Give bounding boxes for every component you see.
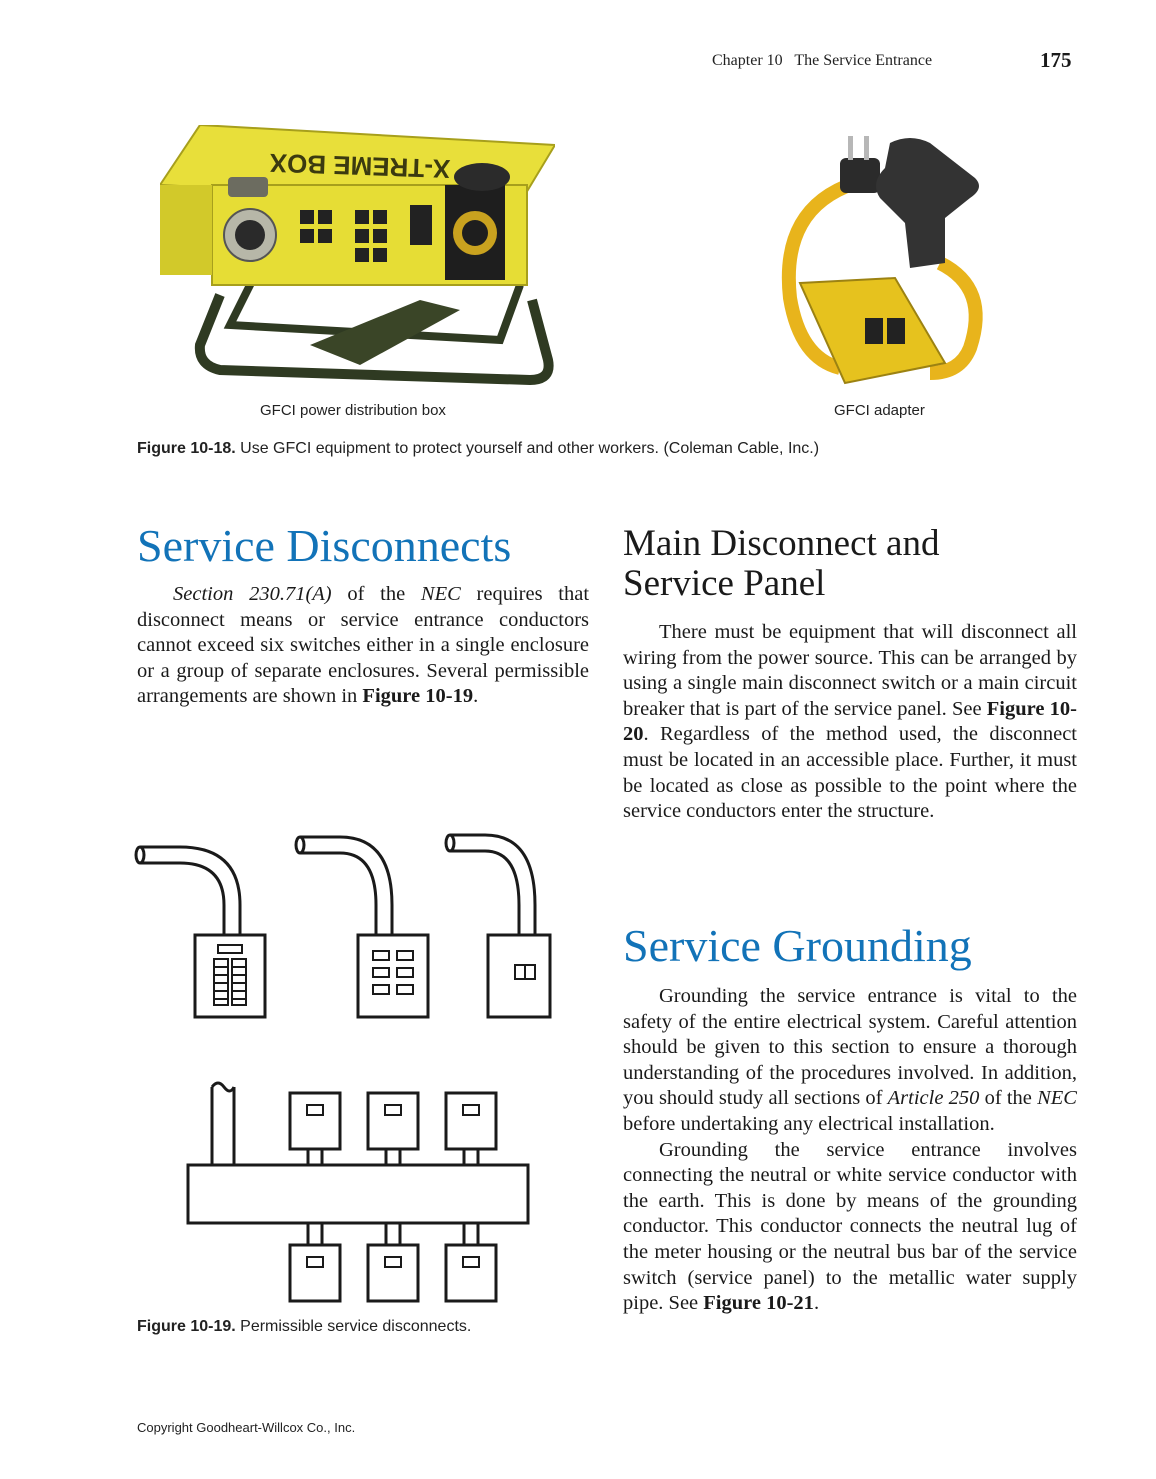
service-grounding-heading: Service Grounding [623,920,972,971]
copyright-notice: Copyright Goodheart-Willcox Co., Inc. [137,1420,356,1435]
main-disconnect-heading: Main Disconnect and Service Panel [623,523,940,604]
service-grounding-paragraph-2: Grounding the service entrance involves connecting the neutral or white service conductor with the earth. This is done by means of the grounding conductor. This conductor connects the neutral lug of the meter housing or the neutral bus bar of the service switch (service panel) to the metallic water supply pipe. See Figure 10-21. [623,1138,1077,1315]
box-brand-text: X-TREME BOX [269,147,451,185]
figure-10-18-label: Figure 10-18. [137,440,236,457]
gutter-arrangement [188,1083,528,1301]
panel-six-breakers [195,935,265,1017]
gfci-box-label: GFCI power distribution box [260,402,446,419]
conduit-middle [296,837,392,935]
panel-single-switch [488,935,550,1017]
figure-10-19-text: Permissible service disconnects. [235,1318,472,1335]
gfci-adapter-photo [760,128,1010,386]
service-disconnects-paragraph: Section 230.71(A) of the NEC requires that disconnect means or service entrance conductors cannot exceed six switches either in a single enclosure or a group of separate enclosures. Several permissible arrangements are shown in Figure 10-19. [137,583,590,708]
service-disconnects-heading: Service Disconnects [137,520,512,571]
figure-10-18-caption [137,440,819,458]
conduit-right [446,835,535,935]
main-disconnect-paragraph: There must be equipment that will disconnect all wiring from the power source. This can be arranged by using a single main disconnect switch or a main circuit breaker that is part of the service panel. See Figure 10-20. Regardless of the method used, the disconnect must be located in an accessible place. Further, it must be located as close as possible to the point where the service conductors enter the structure. [623,621,1077,823]
gfci-adapter-label: GFCI adapter [834,402,925,419]
gfci-power-distribution-box-photo [160,125,555,385]
figure-10-18-text: Use GFCI equipment to protect yourself and other workers. (Coleman Cable, Inc.) [235,440,820,457]
permissible-service-disconnects-drawing [130,825,560,1315]
service-grounding-body [623,984,1077,1317]
running-header: Chapter 10 The Service Entrance [712,52,933,69]
figure-10-19-caption [137,1318,471,1336]
service-disconnects-body [137,582,589,710]
main-disconnect-body [623,620,1077,825]
panel-six-switches [358,935,428,1017]
page-number: 175 [1040,48,1072,72]
figure-10-19-label: Figure 10-19. [137,1318,236,1335]
conduit-left [136,847,240,935]
service-grounding-paragraph-1: Grounding the service entrance is vital to the safety of the entire electrical system. Careful attention should be given to this section to ensure a thorough understanding of the procedures involved. In addition, you should study all sections of Article 250 of the NEC before undertaking any electrical installation. [623,985,1077,1135]
